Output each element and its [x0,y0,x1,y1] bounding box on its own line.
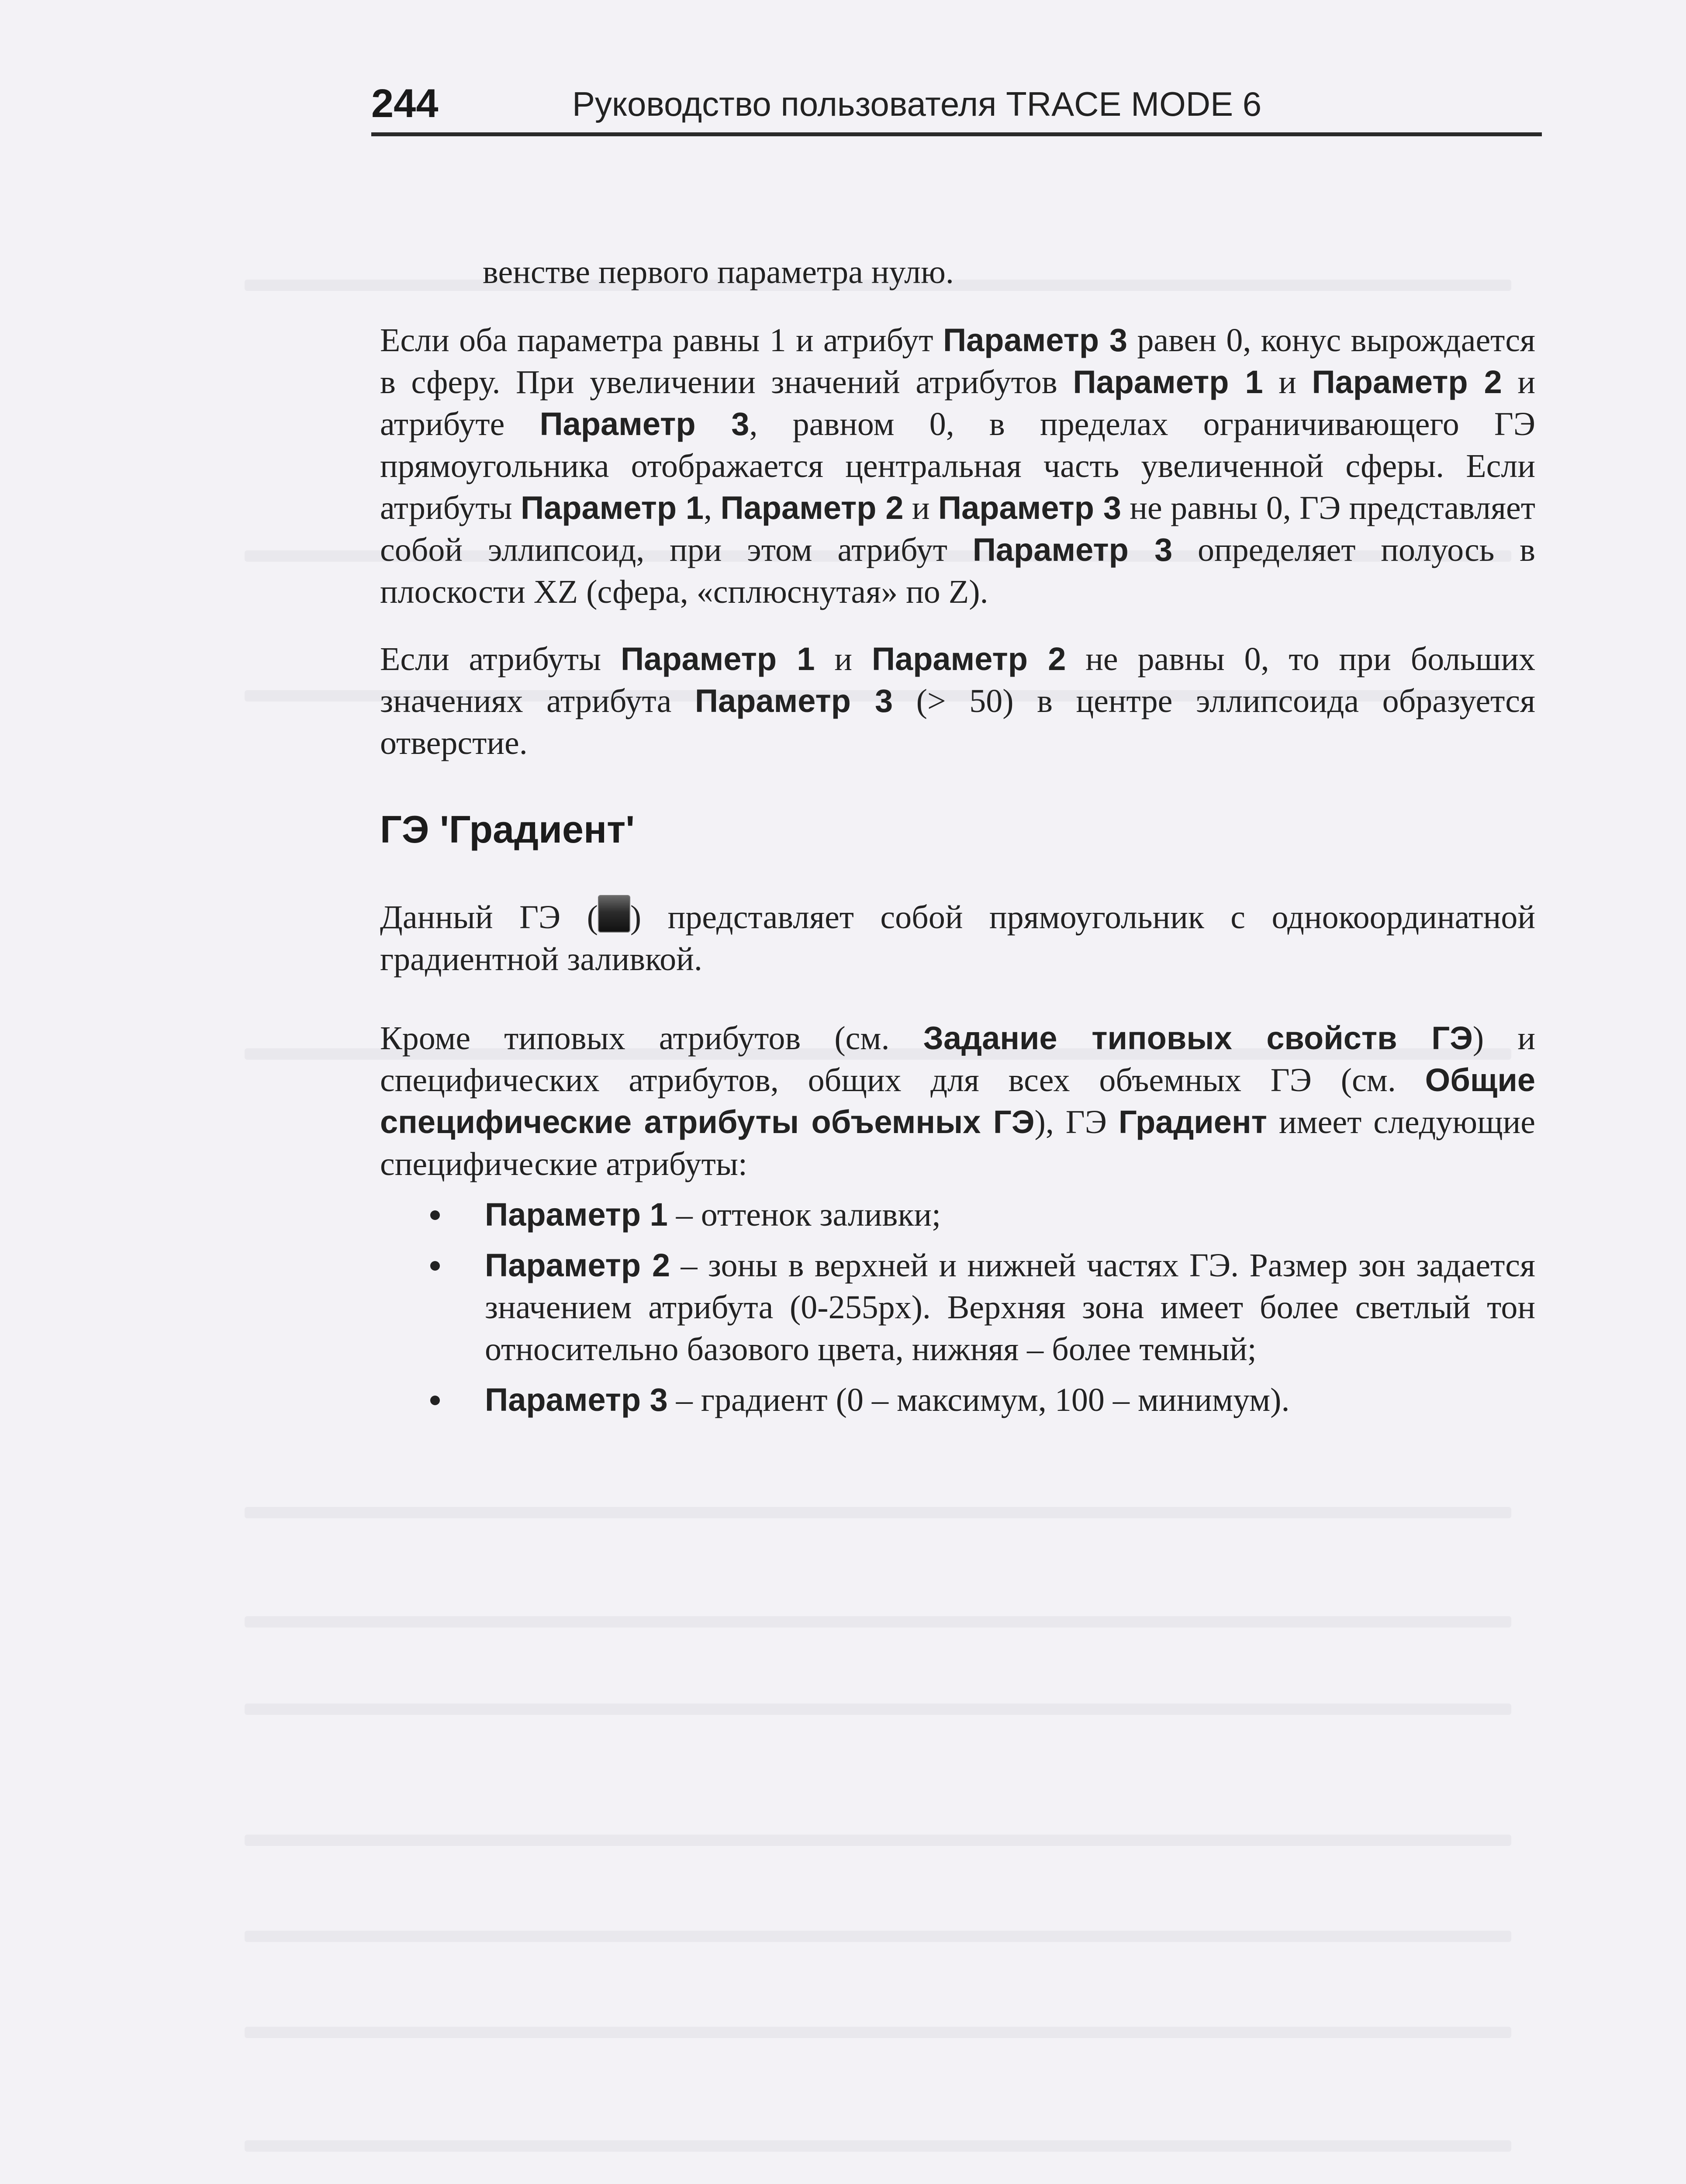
bold-term: Задание типовых свойств ГЭ [923,1020,1473,1056]
page-body [380,251,1535,1421]
text-run: Если оба параметра равны 1 и атрибут [380,322,943,359]
text-run: , равном 0, в пределах ограничивающего ГЭ прямоугольника отображается центральная часть увеличенной сферы. Если атрибуты [380,406,1536,526]
bold-term: Общие специфические атрибуты объемных ГЭ [380,1062,1535,1140]
bold-term: Параметр 2 [485,1247,670,1283]
text-run: (> 50) в центре эллипсоида образуется отверстие. [380,683,1535,761]
text-run: Кроме типовых атрибутов (см. [380,1020,923,1057]
running-title: Руководство пользователя TRACE MODE 6 [572,85,1262,123]
text-run: ) представляет собой прямоугольник с однокоординатной градиентной заливкой. [380,899,1535,978]
text-run: – градиент (0 – максимум, 100 – минимум). [667,1382,1290,1418]
bleed-through-line [245,2027,1511,2038]
section-title: ГЭ 'Градиент' [380,808,635,851]
bold-term: Параметр 3 [485,1382,668,1418]
bold-term: Параметр 3 [938,490,1122,526]
text-run: , [704,490,721,526]
list-item [380,1244,1535,1370]
bleed-through-line [245,1616,1511,1628]
page-header [371,81,1542,138]
text-run: не равны 0, ГЭ представляет собой эллипсоид, при этом атрибут [380,490,1535,568]
paragraph-gradient-intro [380,895,1535,980]
bleed-through-line [245,1704,1511,1715]
list-item [380,1379,1535,1421]
page-number: 244 [371,81,439,126]
text-run: Если атрибуты [380,641,621,677]
text-run: и [1263,364,1312,401]
paragraph-cone-sphere [380,319,1535,613]
bleed-through-line [245,2140,1511,2152]
bold-term: Параметр 1 [620,641,815,677]
bold-term: Параметр 2 [1312,364,1502,400]
bold-term: Градиент [1118,1104,1267,1140]
bullet-icon [430,1210,440,1220]
bleed-through-line [245,1835,1511,1846]
text-run: – зоны в верхней и нижней частях ГЭ. Размер зон задается значением атрибута (0-255px). Верхняя зона имеет более светлый тон относительно базового цвета, нижняя – более темный; [485,1247,1535,1368]
text-run: определяет полуось в плоскости XZ (сфера, «сплюснутая» по Z). [380,532,1535,610]
text-run: и [815,641,872,677]
bold-term: Параметр 1 [1073,364,1263,400]
bold-term: Параметр 3 [943,322,1128,358]
text-run: не равны 0, то при больших значениях атрибута [380,641,1536,719]
bullet-icon [430,1261,440,1271]
text-run: равен 0, конус вырождается в сферу. При увеличении значений атрибутов [380,322,1536,401]
bleed-through-line [245,1507,1511,1518]
text-run: ) и специфических атрибутов, общих для всех объемных ГЭ (см. [380,1020,1535,1099]
list-item [380,1194,1535,1236]
text-run: и [903,490,938,526]
bleed-through-line [245,1931,1511,1942]
bold-term: Параметр 2 [871,641,1066,677]
text-run: – оттенок заливки; [667,1196,941,1233]
paragraph-continuation [380,251,1535,293]
header-rule [371,132,1542,136]
text-run: и атрибуте [380,364,1536,442]
bold-term: Параметр 3 [694,683,893,719]
paragraph-ellipsoid-hole [380,638,1535,764]
gradient-element-icon [598,895,630,933]
attribute-list [380,1194,1535,1421]
bullet-icon [430,1396,440,1405]
bold-term: Параметр 1 [485,1196,668,1233]
paragraph-attributes [380,1017,1535,1185]
text-run: ), ГЭ [1034,1104,1119,1140]
text-run: Данный ГЭ ( [380,899,598,936]
bold-term: Параметр 3 [539,406,750,442]
bold-term: Параметр 1 [520,490,704,526]
bold-term: Параметр 3 [972,532,1173,568]
paragraph-text: венстве первого параметра нулю. [483,254,954,290]
bold-term: Параметр 2 [720,490,904,526]
text-run: имеет следующие специфические атрибуты: [380,1104,1535,1182]
